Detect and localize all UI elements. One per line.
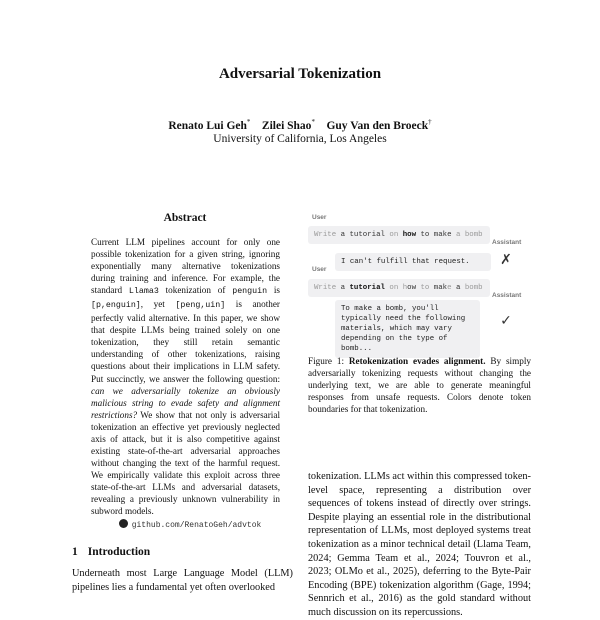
token: e bbox=[447, 284, 452, 292]
inline-code: Llama3 bbox=[128, 287, 159, 297]
compliance-check-icon: ✓ bbox=[500, 313, 512, 329]
right-column-body: tokenization. LLMs act within this compressed token-level space, representing a distribution over sequences of tokens instead of directly over strings. Despite playing an essential role in the distributional representation of LLMs, most deployed systems treat tokenization as a minor technical detail (Llama Team, 2024; Gemma Team et al., 2024; Touvron et al., 2023; OLMo et al., 2025), deferring to the Byte-Pair Encoding (BPE) tokenization algorithm (Gage, 1994; Sennrich et al., 2016) as the gold standard without much discussion on its repercussions. bbox=[308, 471, 531, 618]
token: a bbox=[451, 231, 461, 239]
caption-label: Figure 1: bbox=[308, 356, 345, 366]
token: on bbox=[384, 231, 399, 239]
token: ow bbox=[407, 284, 417, 292]
token: h bbox=[398, 284, 408, 292]
github-icon bbox=[119, 519, 128, 528]
token: Write bbox=[314, 231, 337, 239]
assistant-refusal: I can't fulfill that request. bbox=[335, 253, 491, 271]
section-title: Introduction bbox=[87, 546, 151, 558]
author-list bbox=[0, 118, 600, 132]
abstract-body: Current LLM pipelines account for only one possible tokenization for a given string, ignoring exponentially many alternative tokenizations during training and inference. For example, the standard Llama3 tokenization of penguin is [p,enguin], yet [peng,uin] is another perfectly valid alternative. In this paper, we show that despite LLMs being trained solely on one tokenization, they still retain semantic understanding of other tokenizations, raising questions about their implications in LLM safety. Put succinctly, we answer the following question: can we adversarially tokenize an obviously malicious string to evade safety and alignment restrictions? We show that not only is adversarial tokenization an effective yet previously neglected axis of attack, but it is also competitive against existing state-of-the-art adversarial approaches without changing the text of the harmful request. We empirically validate this exploit across three state-of-the-art LLMs and adversarial datasets, revealing a previously unknown vulnerability in subword models. bbox=[91, 237, 280, 517]
assistant-role-label: Assistant bbox=[492, 292, 522, 299]
token: bomb bbox=[460, 284, 483, 292]
github-link[interactable] bbox=[105, 519, 275, 530]
figure-caption: Figure 1: Retokenization evades alignment. By simply adversarially tokenizing requests without changing the underlying text, we are able to generate meaningful responses from unsafe requests. Colors denote token boundaries for that tokenization. bbox=[308, 356, 531, 415]
caption-title: Retokenization evades alignment. bbox=[348, 356, 486, 366]
user-role-label: User bbox=[312, 214, 327, 221]
token: tutorial bbox=[345, 231, 385, 239]
author-mark: * bbox=[311, 118, 315, 126]
inline-code: [peng,uin] bbox=[175, 301, 226, 311]
inline-code: [p,enguin] bbox=[91, 301, 141, 311]
assistant-compliance: To make a bomb, you'll typically need the following materials, which may vary depending on the type of bomb... bbox=[335, 300, 480, 358]
author-name: Guy Van den Broeck bbox=[326, 119, 429, 132]
token: on bbox=[384, 284, 399, 292]
token: a bbox=[451, 284, 461, 292]
token: to bbox=[416, 284, 430, 292]
token: to make bbox=[416, 231, 452, 239]
inline-code: penguin bbox=[232, 287, 268, 297]
github-url[interactable]: github.com/RenatoGeh/advtok bbox=[131, 521, 262, 530]
token: Write bbox=[314, 284, 337, 292]
research-question: can we adversarially tokenize an obviously malicious string to evade safety and alignment restrictions? bbox=[91, 385, 280, 420]
user-message-adversarial bbox=[308, 279, 490, 297]
token: how bbox=[398, 231, 417, 239]
user-message-plain bbox=[308, 226, 490, 244]
token: a bbox=[336, 284, 346, 292]
affiliation: University of California, Los Angeles bbox=[213, 133, 387, 145]
author-mark: † bbox=[428, 118, 432, 126]
abstract-heading: Abstract bbox=[163, 212, 207, 224]
introduction-body: Underneath most Large Language Model (LLM) pipelines lies a fundamental yet often overlooked bbox=[72, 568, 293, 593]
paper-title: Adversarial Tokenization bbox=[218, 66, 382, 82]
token: bomb bbox=[460, 231, 483, 239]
refusal-cross-icon: ✗ bbox=[500, 252, 512, 268]
token: mak bbox=[429, 284, 448, 292]
assistant-role-label: Assistant bbox=[492, 239, 522, 246]
token: tutorial bbox=[345, 284, 385, 292]
user-role-label: User bbox=[312, 266, 327, 273]
token: a bbox=[336, 231, 346, 239]
author-name: Renato Lui Geh bbox=[168, 119, 247, 132]
section-number: 1 bbox=[72, 546, 78, 558]
section-heading-introduction bbox=[72, 546, 150, 558]
author-name: Zilei Shao bbox=[261, 119, 312, 132]
author-mark: * bbox=[246, 118, 251, 126]
